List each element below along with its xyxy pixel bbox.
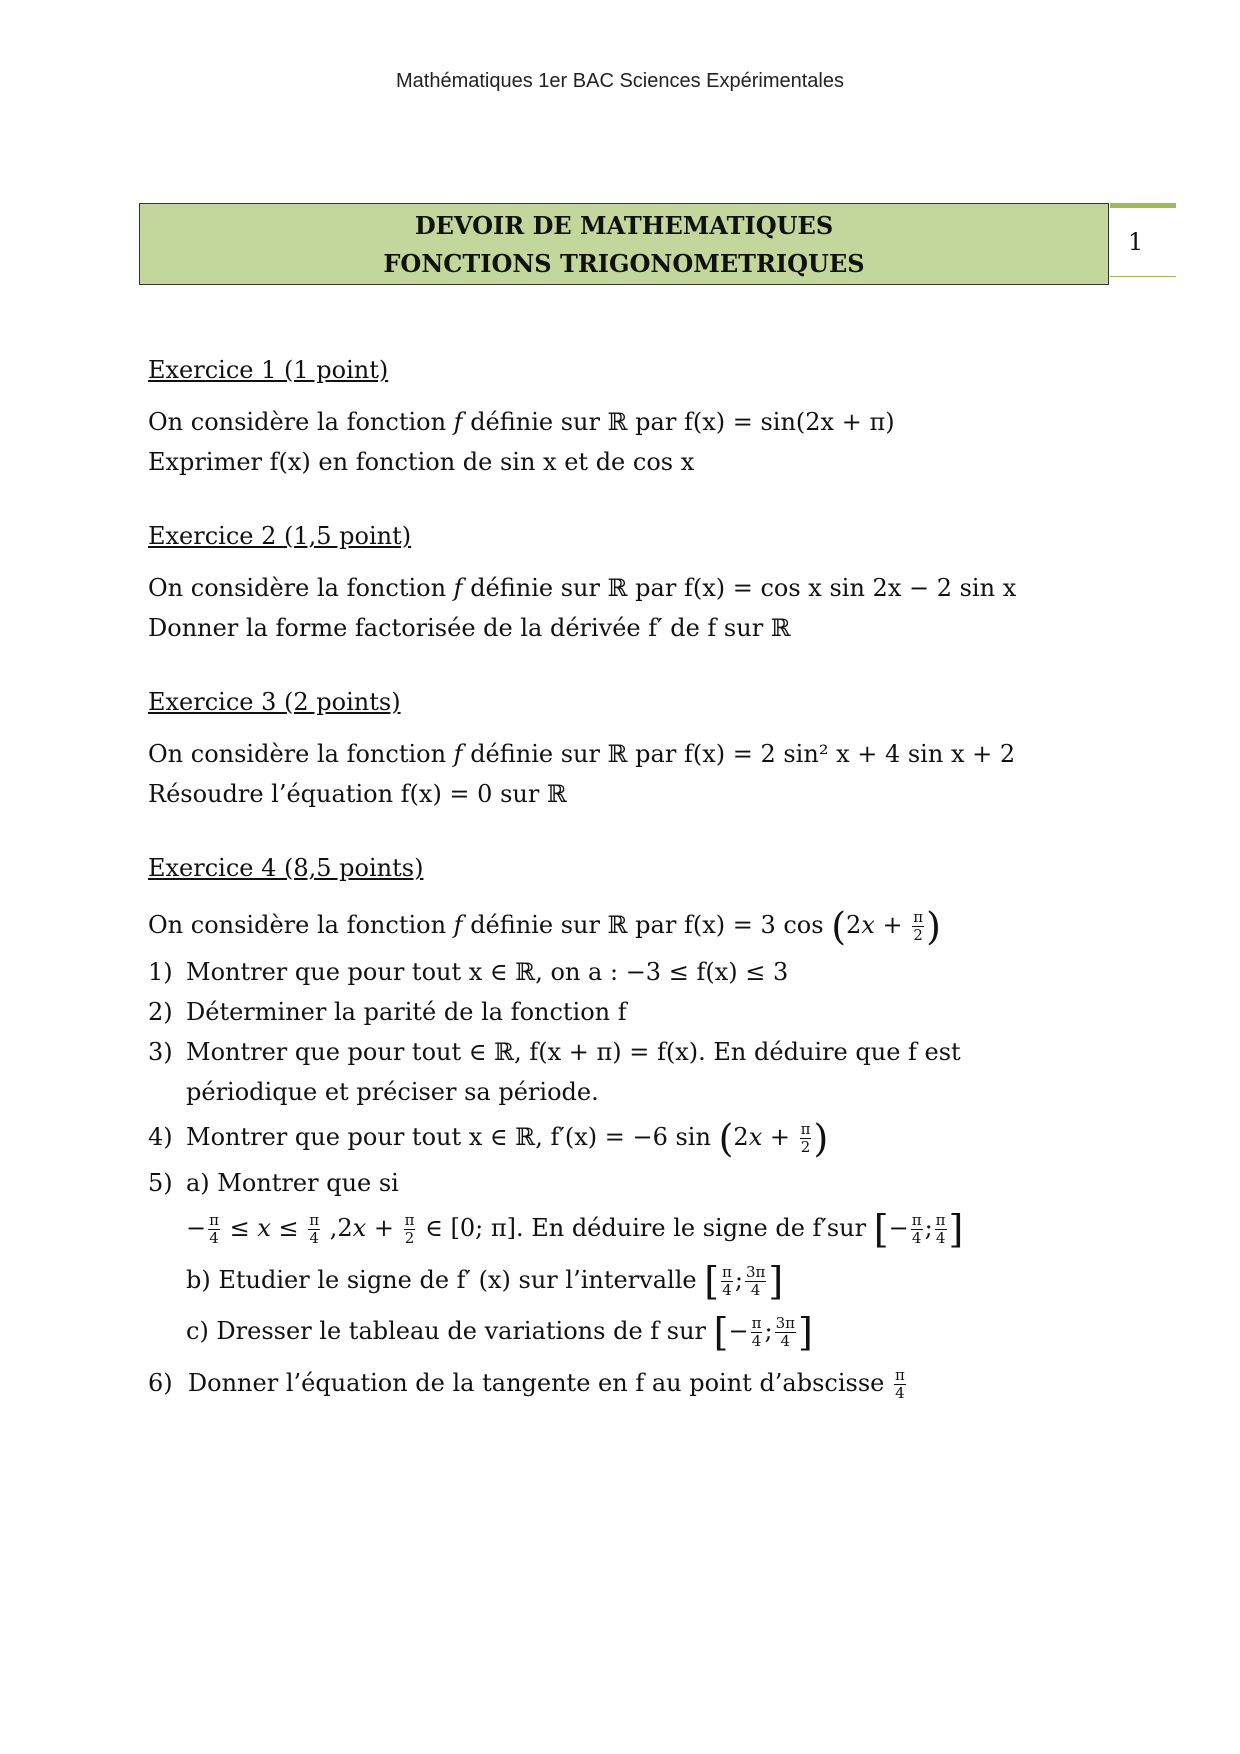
exercise-2-formula: f(x) = cos x sin 2x − 2 sin x (683, 574, 1017, 602)
page-number-rule-top (1110, 203, 1176, 208)
title-line-1: DEVOIR DE MATHEMATIQUES (414, 211, 834, 240)
exercise-4-formula: f(x) = 3 cos (683, 911, 824, 939)
question-5b: b) Etudier le signe de f′ (x) sur l’intervalle [ $\frac{\pi}{4}$ ; $\frac{3\pi}{4}$ ] (186, 1259, 784, 1303)
question-6: 6) Donner l’équation de la tangente en f au point d’abscisse $\frac{\pi}{4}$ (148, 1365, 905, 1402)
exercise-1-task: Exprimer f(x) en fonction de sin x et de cos x (148, 448, 695, 476)
question-5c: c) Dresser le tableau de variations de f sur [− $\frac{\pi}{4}$ ; $\frac{3\pi}{4}$ ] (186, 1310, 813, 1355)
exercise-2-task: Donner la forme factorisée de la dérivée f′ de f sur ℝ (148, 614, 791, 642)
exercise-1-formula: f(x) = sin(2x + π) (683, 408, 895, 436)
exercise-4-questions (148, 952, 1088, 1204)
exercise-3-formula: f(x) = 2 sin² x + 4 sin x + 2 (683, 740, 1016, 768)
exercise-4-statement: On considère la fonction f définie sur ℝ par f(x) = 3 cos (2x + $\frac{\pi}{2}$ ) (148, 904, 941, 949)
exercise-2-statement: On considère la fonction f définie sur ℝ par f(x) = cos x sin 2x − 2 sin x (148, 574, 1017, 602)
exercise-1-statement: On considère la fonction f définie sur ℝ par f(x) = sin(2x + π) (148, 408, 895, 436)
exercise-3-title: Exercice 3 (2 points) (148, 688, 401, 716)
exercise-3-task: Résoudre l’équation f(x) = 0 sur ℝ (148, 780, 567, 808)
exercise-1-title: Exercice 1 (1 point) (148, 356, 389, 384)
exercise-2-title: Exercice 2 (1,5 point) (148, 522, 412, 550)
question-5: 5) a) Montrer que si (148, 1169, 399, 1197)
page-number: 1 (1128, 228, 1144, 256)
question-2: 2) Déterminer la parité de la fonction f (148, 997, 627, 1026)
running-header: Mathématiques 1er BAC Sciences Expérimentales (396, 70, 844, 92)
title-box (139, 203, 1109, 285)
question-5a-condition: − $\frac{\pi}{4}$ ≤ x ≤ $\frac{\pi}{4}$ ,2x + $\frac{\pi}{2}$ ∈ [0; π]. En déduire le signe de f′sur [− $\frac{\pi}{4}$ ; $\frac{\pi}{4}$ ] (186, 1207, 964, 1252)
exercise-4-title: Exercice 4 (8,5 points) (148, 854, 424, 882)
document-body (148, 350, 1088, 1408)
exercise-3-statement: On considère la fonction f définie sur ℝ par f(x) = 2 sin² x + 4 sin x + 2 (148, 740, 1016, 768)
question-1: 1) Montrer que pour tout x ∈ ℝ, on a : −3 ≤ f(x) ≤ 3 (148, 957, 789, 986)
title-line-2: FONCTIONS TRIGONOMETRIQUES (383, 249, 865, 278)
question-4: 4) Montrer que pour tout x ∈ ℝ, f′(x) = −6 sin (2x + $\frac{\pi}{2}$ ) (148, 1116, 829, 1160)
page-number-rule-bottom (1110, 276, 1176, 277)
question-3: 3) Montrer que pour tout ∈ ℝ, f(x + π) = f(x). En déduire que f est périodique et préciser sa période. (148, 1037, 961, 1106)
